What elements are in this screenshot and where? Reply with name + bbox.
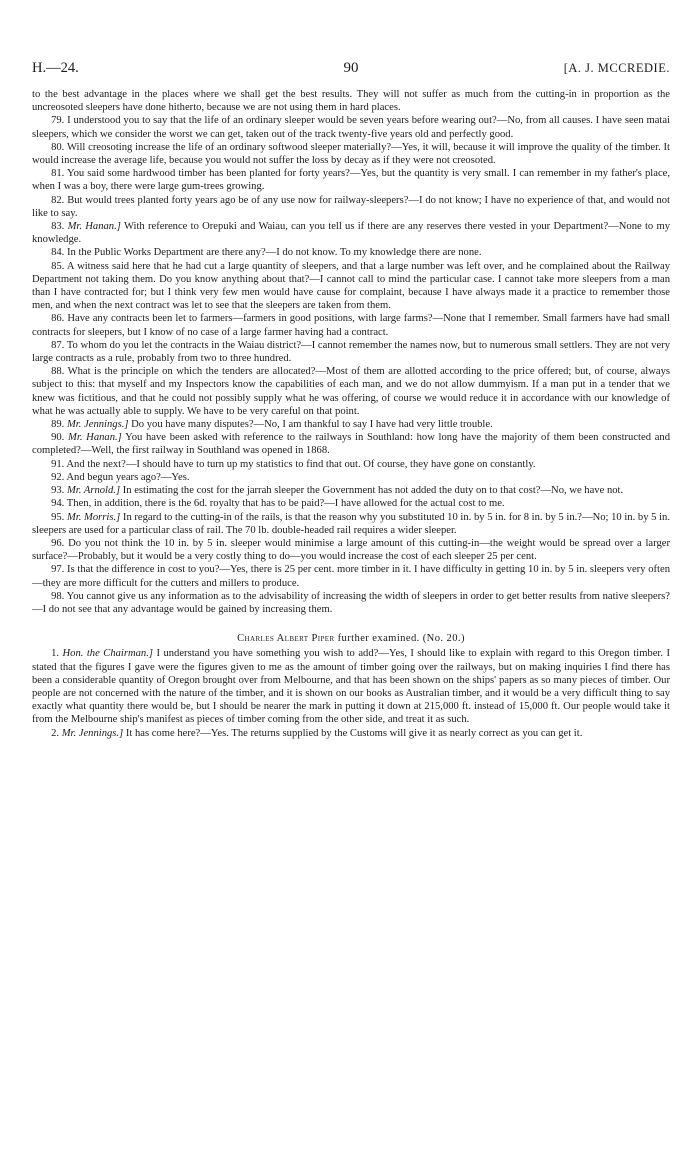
question-paragraph bbox=[32, 141, 670, 167]
question-text: Will creosoting increase the life of an ordinary softwood sleeper materially?—Yes, it will, because it will improve the quality of the timber. It would increase the average life, because you would not suffer the loss by decay as if they were not creosoted. bbox=[32, 141, 670, 167]
question-text: Then, in addition, there is the 6d. royalty that has to be paid?—I have allowed for the actual cost to me. bbox=[66, 498, 505, 510]
question-text: Have any contracts been let to farmers—farmers in good positions, with large farms?—None that I remember. Small farmers have had small contracts for sleepers, but I know of no case of a large farmer having had a contract. bbox=[32, 313, 670, 338]
question-paragraph bbox=[32, 246, 670, 259]
question-number: 88. bbox=[51, 366, 65, 378]
question-paragraph bbox=[32, 727, 670, 740]
question-paragraph bbox=[32, 471, 670, 484]
question-text: It has come here?—Yes. The returns supplied by the Customs will give it as nearly correct as you can get it. bbox=[125, 727, 583, 739]
question-text: Do you not think the 10 in. by 5 in. sleeper would minimise a large amount of this cutting-in—the weight would be spread over a larger surface?—Probably, but it would be a very costly thing to do—you would increase the cost of each sleeper 25 per cent. bbox=[32, 537, 670, 563]
question-paragraph bbox=[32, 167, 670, 193]
speaker-name: Mr. Arnold.] bbox=[66, 485, 121, 497]
question-paragraph bbox=[32, 339, 670, 365]
page-number: 90 bbox=[343, 60, 359, 76]
question-number: 90. bbox=[51, 432, 65, 444]
witness-name-header: [A. J. MCCREDIE. bbox=[563, 61, 670, 75]
question-number: 80. bbox=[51, 141, 65, 153]
continuation-paragraph: to the best advantage in the places where we shall get the best results. They will not suffer as much from the cutting-in in proportion as the uncreosoted sleepers have done hitherto, because we are not using them in hard places. bbox=[32, 89, 670, 114]
question-text: But would trees planted forty years ago be of any use now for railway-sleepers?—I do not know; I have no experience of that, and would not like to say. bbox=[32, 194, 670, 219]
question-text: In the Public Works Department are there any?—I do not know. To my knowledge there are none. bbox=[66, 247, 482, 259]
question-number: 86. bbox=[51, 313, 65, 325]
question-number: 82. bbox=[51, 194, 65, 206]
question-paragraph bbox=[32, 312, 670, 338]
question-answer-list bbox=[32, 114, 670, 616]
witness-name: Charles Albert Piper bbox=[237, 633, 335, 645]
question-number: 83. bbox=[51, 221, 65, 233]
question-number: 1. bbox=[51, 648, 60, 660]
question-text: A witness said here that he had cut a large quantity of sleepers, and that a large number was left over, and he complained about the Railway Department not taking them. Do you know anything about that?—I cannot call to mind the particular case. I cannot take more sleepers from a man than I have contracted for; but I think very few men would have cause for complaint, because I have always made it a practice to remember those men, and when the next contract was let to see that the sleepers are taken from them. bbox=[32, 260, 670, 312]
question-text: You said some hardwood timber has been planted for forty years?—Yes, but the quantity is very small. I can remember in my father's place, when I was a boy, there were large gum-trees growing. bbox=[32, 168, 670, 193]
question-paragraph bbox=[32, 647, 670, 726]
question-number: 85. bbox=[51, 260, 65, 272]
speaker-name: Hon. the Chairman.] bbox=[62, 648, 153, 660]
question-paragraph bbox=[32, 260, 670, 313]
question-number: 84. bbox=[51, 247, 65, 259]
question-number: 2. bbox=[51, 727, 60, 739]
question-number: 79. bbox=[51, 115, 65, 127]
question-number: 94. bbox=[51, 498, 65, 510]
question-text: In estimating the cost for the jarrah sleeper the Government has not added the duty on to that cost?—No, we have not. bbox=[122, 485, 624, 497]
question-text: I understood you to say that the life of an ordinary sleeper would be seven years before wearing out?—No, from all causes. I have seen matai sleepers, which we consider the worst we can get, taken out of the track twenty-five years old and perfectly good. bbox=[32, 115, 670, 140]
question-paragraph bbox=[32, 194, 670, 220]
question-text: You have been asked with reference to the railways in Southland: how long have the majority of them been constructed and completed?—Well, the first railway in Southland was opened in 1868. bbox=[32, 432, 670, 457]
section-heading-rest: further examined. (No. 20.) bbox=[337, 633, 465, 645]
question-paragraph bbox=[32, 484, 670, 497]
question-text: And the next?—I should have to turn up my statistics to find that out. Of course, they have gone on constantly. bbox=[66, 458, 536, 470]
speaker-name: Mr. Hanan.] bbox=[68, 432, 122, 444]
question-number: 91. bbox=[51, 458, 65, 470]
question-paragraph bbox=[32, 365, 670, 418]
question-number: 93. bbox=[51, 485, 65, 497]
question-text: To whom do you let the contracts in the Waiau district?—I cannot remember the names now, but to numerous small settlers. They are not very large contracts as a rule, probably from two to three hundred. bbox=[32, 339, 670, 365]
page-header bbox=[32, 62, 670, 88]
question-paragraph bbox=[32, 563, 670, 589]
question-text: Is that the difference in cost to you?—Yes, there is 25 per cent. more timber in it. I have difficulty in getting 10 in. by 5 in. sleepers very often—they are more difficult for the cutters and millers to produce. bbox=[32, 564, 670, 589]
question-paragraph bbox=[32, 497, 670, 510]
question-number: 95. bbox=[51, 511, 65, 523]
question-text: And begun years ago?—Yes. bbox=[66, 471, 190, 483]
question-text: What is the principle on which the tenders are allocated?—Most of them are allotted according to the price offered; but, of course, always subject to this: that myself and my Inspectors know the capabilities of each man, and we do not allow dummyism. If a man put in a tender that we knew was fictitious, and that he could not possibly supply what he was offering, of course we would reduce it in accordance with our knowledge of what he was actually able to supply. We have to be very careful on that point. bbox=[32, 366, 670, 417]
question-paragraph bbox=[32, 114, 670, 140]
question-paragraph bbox=[32, 590, 670, 616]
question-text: Do you have many disputes?—No, I am thankful to say I have had very little trouble. bbox=[131, 419, 493, 431]
question-number: 89. bbox=[51, 419, 65, 431]
question-paragraph bbox=[32, 511, 670, 537]
question-answer-list-2 bbox=[32, 647, 670, 739]
section-heading bbox=[32, 632, 670, 645]
question-paragraph bbox=[32, 537, 670, 563]
question-number: 97. bbox=[51, 564, 65, 576]
question-text: In regard to the cutting-in of the rails, is that the reason why you substituted 10 in. by 5 in. for 8 in. by 5 in.?—No; 10 in. by 5 in. sleepers are used for a particular class of rail. The 70 lb. double-headed rail requires a wider sleeper. bbox=[32, 511, 670, 536]
question-paragraph bbox=[32, 418, 670, 431]
document-reference: H.—24. bbox=[32, 60, 79, 76]
speaker-name: Mr. Hanan.] bbox=[67, 221, 121, 233]
speaker-name: Mr. Morris.] bbox=[66, 511, 121, 523]
question-text: I understand you have something you wish to add?—Yes, I should like to explain with regard to this Oregon timber. I stated that the figures I gave were the figures given to me as the amount of timber going over the railways, but on making inquiries I find there has been a considerable quantity of Oregon brought over from Melbourne, and that has been shown on the ships' papers as so many pieces of timber. Our people are not concerned with the nature of the timber, and it is shown on our books as Australian timber, and it would be a very difficult thing to say exactly what quantity there would be, but I should be nearer the mark in putting it down at 215,000 ft. instead of 15,000 ft. Our people would take it from the Melbourne ship's manifest as pieces of timber coming from the other side, and treat it as such. bbox=[32, 648, 671, 726]
question-paragraph bbox=[32, 431, 670, 457]
question-text: With reference to Orepuki and Waiau, can you tell us if there are any reserves there vested in your Department?—None to my knowledge. bbox=[32, 221, 670, 246]
question-number: 96. bbox=[51, 537, 65, 549]
question-paragraph bbox=[32, 220, 670, 246]
question-number: 98. bbox=[51, 590, 65, 602]
question-number: 87. bbox=[51, 339, 65, 351]
question-number: 81. bbox=[51, 168, 65, 180]
question-paragraph bbox=[32, 458, 670, 471]
speaker-name: Mr. Jennings.] bbox=[61, 727, 124, 739]
speaker-name: Mr. Jennings.] bbox=[66, 419, 129, 431]
question-number: 92. bbox=[51, 471, 65, 483]
question-text: You cannot give us any information as to the advisability of increasing the width of sleepers in order to get better results from native sleepers?—I do not see that any advantage would be gained by increasing them. bbox=[32, 590, 670, 615]
